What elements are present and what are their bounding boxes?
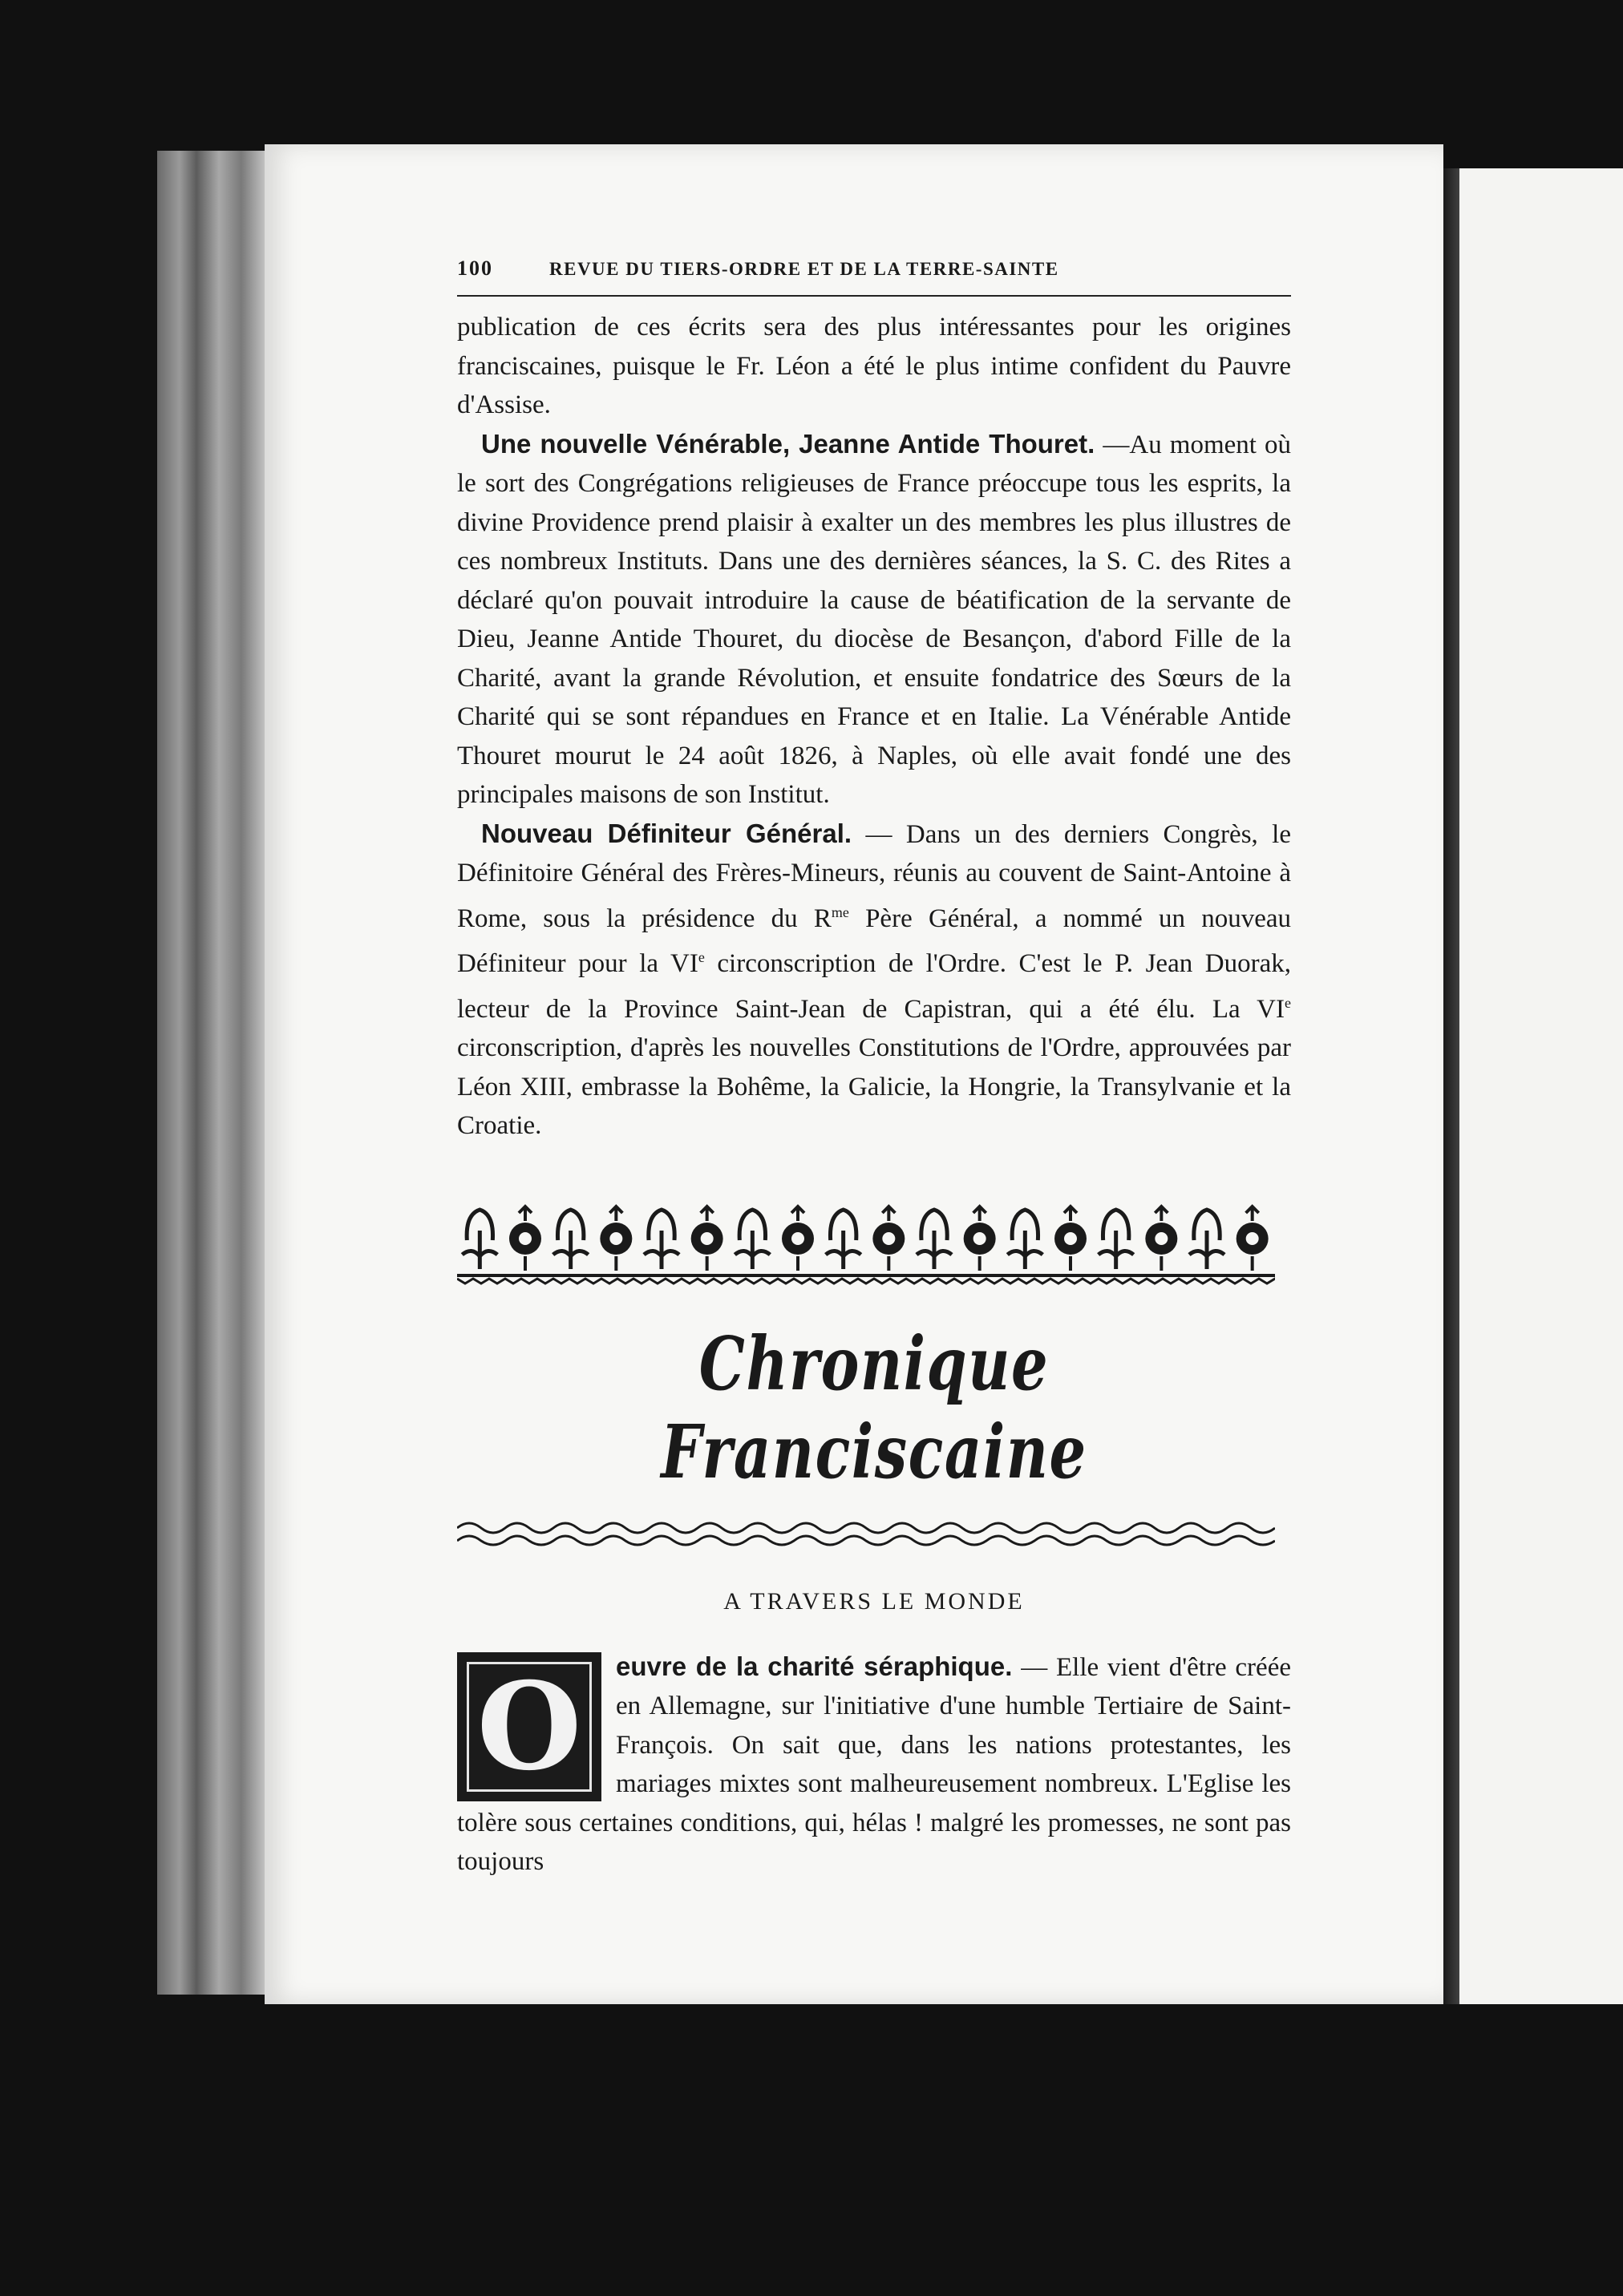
paragraph-venerable: [457, 425, 1291, 815]
tulip-ornament: [735, 1210, 770, 1269]
rosette-center: [1064, 1232, 1077, 1245]
wave-ornament: [457, 1517, 1275, 1549]
paragraph-oeuvre: [457, 1647, 1291, 1882]
section-title-venerable: Une nouvelle Vénérable, Jeanne Antide Thouret.: [481, 428, 1095, 459]
section-body-definiteur-3: circonscription de l'Ordre. C'est le P. Jean Duorak, lecteur de la Province Saint-Jean de Capistran, qui a été élu. La VI: [457, 949, 1291, 1024]
floral-ornament-band: [457, 1199, 1275, 1287]
superscript-e-2: e: [1285, 994, 1291, 1011]
paragraph-definiteur: [457, 815, 1291, 1146]
section-body-oeuvre: — Elle vient d'être créée en Allemagne, sur l'initiative d'une humble Tertiaire de Saint-François. On sait que, dans les nations protestantes, les mariages mixtes sont malheureusement nombreux. L'Eglise les tolère sous certaines conditions, qui, hélas ! malgré les promesses, ne sont pas toujours: [457, 1652, 1291, 1876]
rosette-center: [701, 1232, 714, 1245]
rosette-center: [519, 1232, 532, 1245]
chronique-title: Chronique Franciscaine: [661, 1320, 1087, 1495]
section-body-venerable: —Au moment où le sort des Congrégations religieuses de France préoccupe tous les esprits, la divine Providence prend plaisir à exalter un des membres les plus illustres de ces nombreux Instituts. Dans une des dernières séances, la S. C. des Rites a déclaré qu'on pouvait introduire la cause de béatification de la servante de Dieu, Jeanne Antide Thouret, du diocèse de Besançon, d'abord Fille de la Charité, avant la grande Révolution, et ensuite fondatrice des Sœurs de la Charité qui se sont répandues en France et en Italie. La Vénérable Antide Thouret mourut le 24 août 1826, à Naples, où elle avait fondé une des principales maisons de son Institut.: [457, 430, 1292, 809]
running-header: [457, 257, 1291, 297]
section-body-definiteur-2: Père Général, a nommé un nouveau Définiteur pour la VI: [457, 903, 1291, 978]
running-title: REVUE DU TIERS-ORDRE ET DE LA TERRE-SAINTE: [549, 259, 1059, 279]
drop-cap-letter: O: [467, 1662, 592, 1792]
section-body-definiteur-4: circonscription, d'après les nouvelles Constitutions de l'Ordre, approuvées par Léon XIII, embrasse la Bohême, la Galicie, la Hongrie, la Transylvanie et la Croatie.: [457, 1033, 1291, 1140]
rosette-center: [1246, 1232, 1259, 1245]
rosette-center: [882, 1232, 895, 1245]
section-body-definiteur-1: — Dans un des derniers Congrès, le Définitoire Général des Frères-Mineurs, réunis au couvent de Saint-Antoine à Rome, sous la présidence du R: [457, 819, 1291, 933]
tulip-ornament: [1189, 1210, 1224, 1269]
facing-page: [1459, 168, 1623, 2004]
tulip-ornament: [1099, 1210, 1134, 1269]
subheading: A TRAVERS LE MONDE: [723, 1587, 1025, 1615]
tulip-ornament: [553, 1210, 589, 1269]
section-title-oeuvre: euvre de la charité séraphique.: [616, 1651, 1013, 1681]
superscript-e-1: e: [698, 949, 705, 965]
tulip-ornament: [1007, 1210, 1042, 1269]
rosette-center: [791, 1232, 804, 1245]
rosette-center: [609, 1232, 622, 1245]
tulip-ornament: [826, 1210, 861, 1269]
section-title-definiteur: Nouveau Définiteur Général.: [481, 818, 852, 848]
superscript-me: me: [831, 903, 849, 920]
drop-cap-ornament: [457, 1652, 601, 1801]
rosette-center: [973, 1232, 986, 1245]
page-number: 100: [457, 257, 493, 280]
page-content: [457, 257, 1291, 1882]
paragraph-continuation: publication de ces écrits sera des plus intéressantes pour les origines franciscaines, puisque le Fr. Léon a été le plus intime confident du Pauvre d'Assise.: [457, 313, 1291, 419]
tulip-ornament: [644, 1210, 679, 1269]
rosette-center: [1155, 1232, 1168, 1245]
book-left-edge: [157, 151, 269, 1995]
tulip-ornament: [917, 1210, 952, 1269]
tulip-ornament: [462, 1210, 497, 1269]
book-page: [265, 144, 1443, 2004]
